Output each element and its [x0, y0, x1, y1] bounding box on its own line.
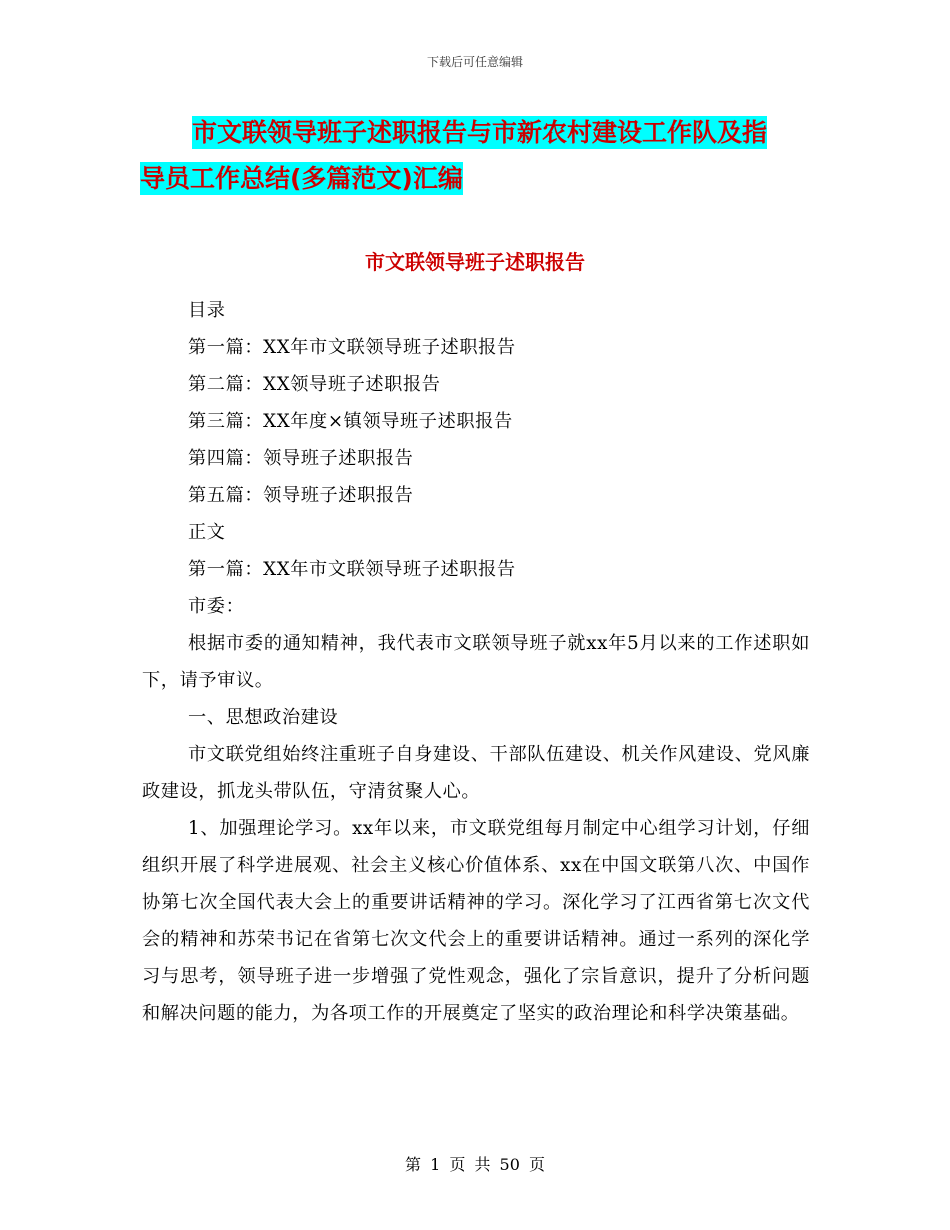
toc-item-2: 第二篇：XX领导班子述职报告 [188, 374, 441, 395]
page-number: 第 1 页 共 50 页 [405, 1155, 545, 1174]
article-title: 第一篇：XX年市文联领导班子述职报告 [188, 559, 516, 580]
salutation: 市委： [188, 596, 245, 617]
toc-item-4: 第四篇：领导班子述职报告 [188, 448, 414, 469]
main-text-heading: 正文 [188, 522, 226, 543]
body-paragraph: 1、加强理论学习。xx年以来，市文联党组每月制定中心组学习计划，仔细组织开展了科学进展观、社会主义核心价值体系、xx在中国文联第八次、中国作协第七次全国代表大会上的重要讲话精神的学习。深化学习了江西省第七次文代会的精神和苏荣书记在省第七次文代会上的重要讲话精神。通过一系列的深化学习与思考，领导班子进一步增强了党性观念，强化了宗旨意识，提升了分析问题和解决问题的能力，为各项工作的开展奠定了坚实的政治理论和科学决策基础。 [142, 818, 810, 1024]
document-body [142, 292, 810, 1032]
title-line-1-text: 市文联领导班子述职报告与市新农村建设工作队及指 [192, 118, 768, 147]
document-title-line-2 [140, 156, 810, 202]
document-title [140, 110, 810, 202]
toc-item-1: 第一篇：XX年市文联领导班子述职报告 [188, 337, 516, 358]
title-line-2-text: 导员工作总结(多篇范文)汇编 [140, 164, 463, 193]
toc-item-3: 第三篇：XX年度×镇领导班子述职报告 [188, 411, 513, 432]
body-paragraph: 根据市委的通知精神，我代表市文联领导班子就xx年5月以来的工作述职如下，请予审议。 [142, 633, 810, 691]
section-title: 市文联领导班子述职报告 [365, 250, 585, 274]
page-header-note: 下载后可任意编辑 [426, 55, 523, 69]
subsection-heading: 一、思想政治建设 [188, 707, 339, 728]
body-paragraph: 市文联党组始终注重班子自身建设、干部队伍建设、机关作风建设、党风廉政建设，抓龙头带队伍，守清贫聚人心。 [142, 744, 810, 802]
toc-item-5: 第五篇：领导班子述职报告 [188, 485, 414, 506]
document-title-line-1 [140, 110, 810, 156]
toc-heading: 目录 [188, 300, 226, 321]
